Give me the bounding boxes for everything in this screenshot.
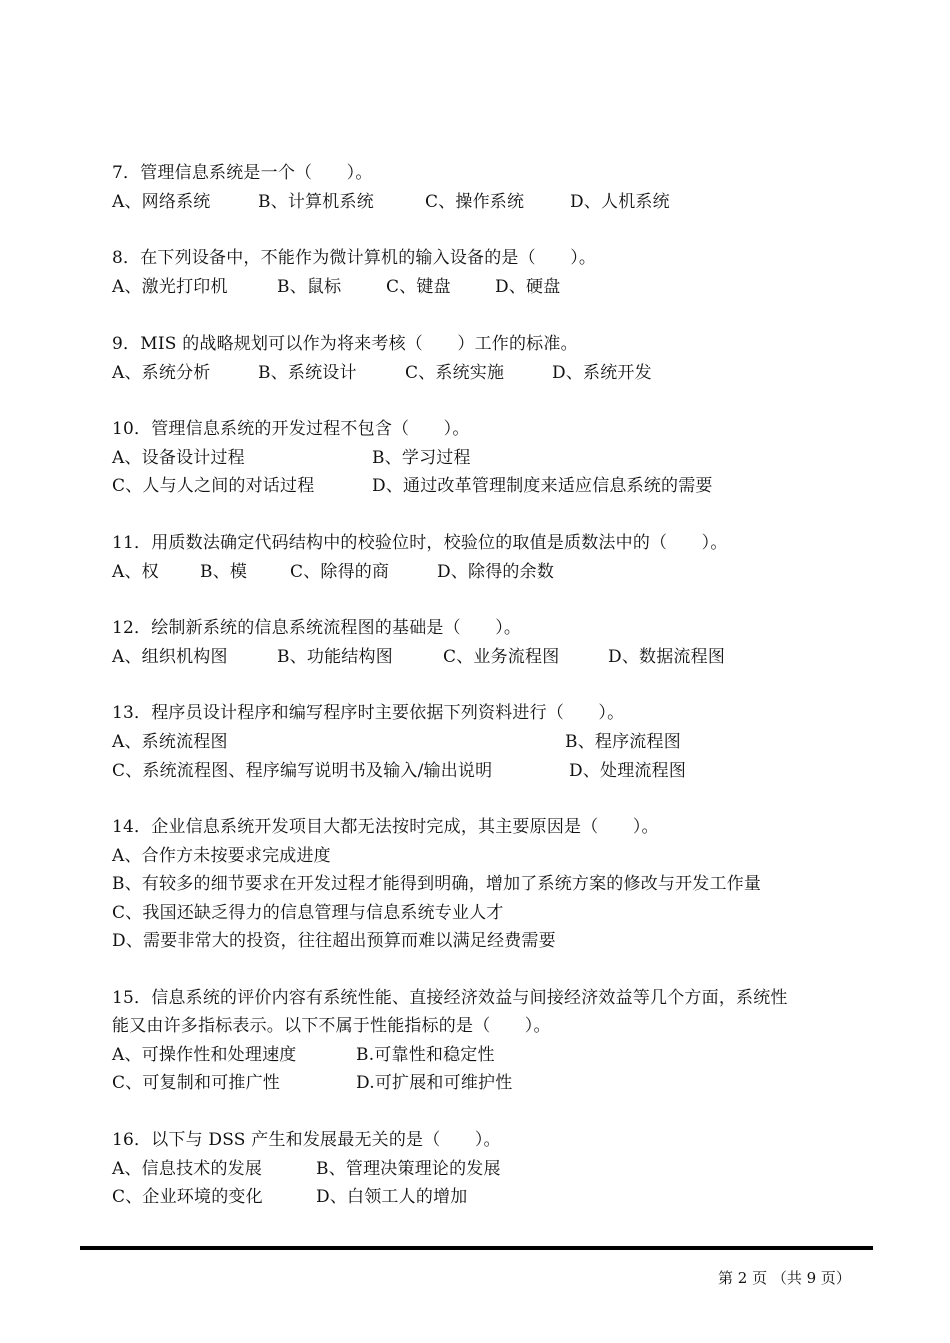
question-14-option-b: B、有较多的细节要求在开发过程才能得到明确，增加了系统方案的修改与开发工作量 <box>112 874 762 894</box>
question-15-stem-line2: 能又由许多指标表示。以下不属于性能指标的是（ ）。 <box>112 1016 551 1036</box>
question-13-option-b: B、程序流程图 <box>565 732 681 752</box>
question-7-option-b: B、计算机系统 <box>258 192 374 212</box>
question-13-option-a: A、系统流程图 <box>112 732 228 752</box>
question-15-option-b: B.可靠性和稳定性 <box>356 1045 495 1065</box>
question-7-stem: 7．管理信息系统是一个（ ）。 <box>112 163 373 183</box>
question-15-option-d: D.可扩展和可维护性 <box>356 1073 513 1093</box>
question-12-option-a: A、组织机构图 <box>112 647 228 667</box>
question-8-option-d: D、硬盘 <box>495 277 561 297</box>
question-8-option-c: C、键盘 <box>386 277 451 297</box>
question-10-option-c: C、人与人之间的对话过程 <box>112 476 315 496</box>
question-16-option-b: B、管理决策理论的发展 <box>316 1159 501 1179</box>
question-9-option-b: B、系统设计 <box>258 363 357 383</box>
question-12-stem: 12．绘制新系统的信息系统流程图的基础是（ ）。 <box>112 618 522 638</box>
question-11-stem: 11．用质数法确定代码结构中的校验位时，校验位的取值是质数法中的（ ）。 <box>112 533 728 553</box>
question-15-stem-line1: 15．信息系统的评价内容有系统性能、直接经济效益与间接经济效益等几个方面，系统性 <box>112 988 788 1008</box>
question-7-option-a: A、网络系统 <box>112 192 211 212</box>
question-12-option-d: D、数据流程图 <box>608 647 726 667</box>
question-13-stem: 13．程序员设计程序和编写程序时主要依据下列资料进行（ ）。 <box>112 703 625 723</box>
question-7-option-d: D、人机系统 <box>570 192 670 212</box>
question-11-option-b: B、模 <box>200 562 248 582</box>
question-9-option-a: A、系统分析 <box>112 363 211 383</box>
question-13-option-d: D、处理流程图 <box>569 761 687 781</box>
question-10-stem: 10．管理信息系统的开发过程不包含（ ）。 <box>112 419 470 439</box>
question-14-option-c: C、我国还缺乏得力的信息管理与信息系统专业人才 <box>112 903 504 923</box>
question-14-option-d: D、需要非常大的投资，往往超出预算而难以满足经费需要 <box>112 931 556 951</box>
question-16-option-d: D、白领工人的增加 <box>316 1187 468 1207</box>
question-16-stem: 16．以下与 DSS 产生和发展最无关的是（ ）。 <box>112 1130 501 1150</box>
question-15-option-c: C、可复制和可推广性 <box>112 1073 281 1093</box>
question-8-stem: 8．在下列设备中，不能作为微计算机的输入设备的是（ ）。 <box>112 248 597 268</box>
question-12-option-c: C、业务流程图 <box>443 647 560 667</box>
footer-divider <box>80 1246 873 1250</box>
question-15-option-a: A、可操作性和处理速度 <box>112 1045 297 1065</box>
question-9-stem: 9．MIS 的战略规划可以作为将来考核（ ）工作的标准。 <box>112 334 578 354</box>
question-16-option-c: C、企业环境的变化 <box>112 1187 263 1207</box>
question-8-option-a: A、激光打印机 <box>112 277 228 297</box>
question-11-option-d: D、除得的余数 <box>437 562 555 582</box>
question-14-stem: 14．企业信息系统开发项目大都无法按时完成，其主要原因是（ ）。 <box>112 817 659 837</box>
question-14-option-a: A、合作方未按要求完成进度 <box>112 846 331 866</box>
question-7-option-c: C、操作系统 <box>425 192 525 212</box>
question-9-option-c: C、系统实施 <box>405 363 505 383</box>
question-10-option-d: D、通过改革管理制度来适应信息系统的需要 <box>372 476 713 496</box>
question-16-option-a: A、信息技术的发展 <box>112 1159 263 1179</box>
question-11-option-a: A、权 <box>112 562 159 582</box>
question-8-option-b: B、鼠标 <box>277 277 342 297</box>
question-11-option-c: C、除得的商 <box>290 562 390 582</box>
page-number: 第 2 页 （共 9 页） <box>718 1269 851 1287</box>
question-12-option-b: B、功能结构图 <box>277 647 393 667</box>
question-13-option-c: C、系统流程图、程序编写说明书及输入/输出说明 <box>112 761 493 781</box>
question-10-option-b: B、学习过程 <box>372 448 471 468</box>
question-9-option-d: D、系统开发 <box>552 363 652 383</box>
question-10-option-a: A、设备设计过程 <box>112 448 245 468</box>
